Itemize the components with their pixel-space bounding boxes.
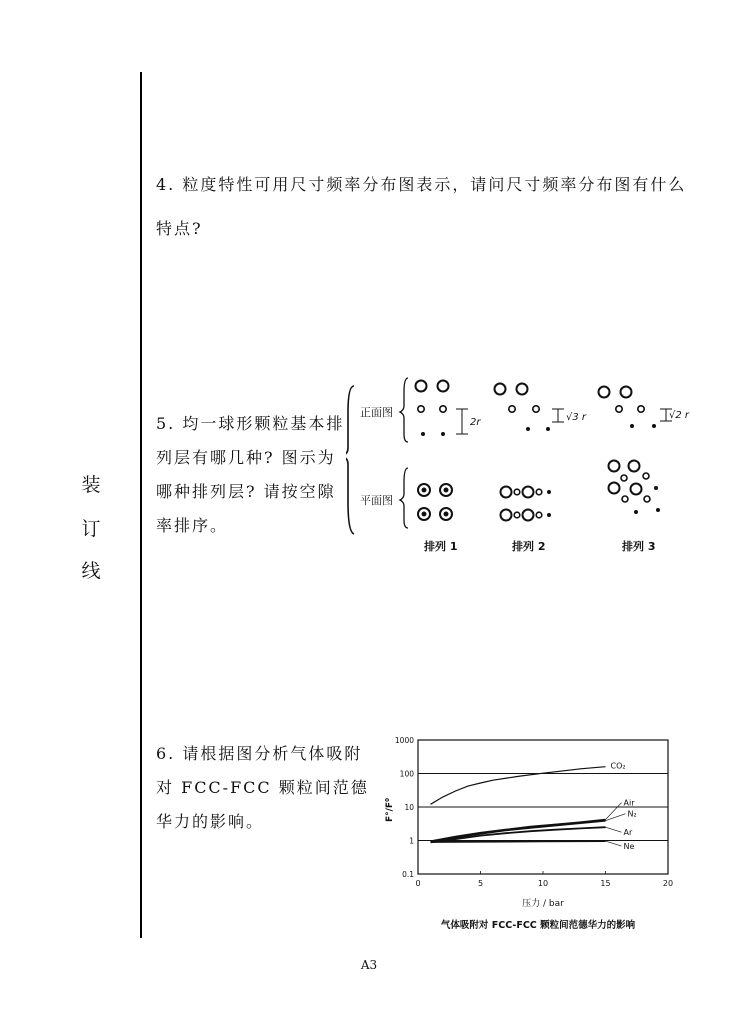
series-line bbox=[431, 767, 606, 805]
binding-char-2: 订 bbox=[81, 518, 101, 540]
x-axis-label: 压力 / bar bbox=[522, 899, 564, 909]
series-label: Air bbox=[623, 798, 635, 808]
y-tick-label: 1000 bbox=[394, 736, 414, 745]
adsorption-chart bbox=[380, 732, 680, 938]
x-tick-label: 20 bbox=[662, 879, 674, 888]
series-line bbox=[431, 841, 606, 842]
spacing-label-2: √3 r bbox=[566, 412, 587, 423]
series-label: N₂ bbox=[627, 809, 637, 819]
y-tick-label: 1 bbox=[409, 836, 414, 846]
series-leader bbox=[606, 841, 622, 846]
binding-line bbox=[140, 72, 142, 938]
series-leader bbox=[606, 827, 622, 832]
x-tick-label: 10 bbox=[537, 879, 549, 888]
binding-char-3: 线 bbox=[81, 560, 101, 582]
y-tick-label: 10 bbox=[404, 803, 414, 812]
plan-brace bbox=[400, 468, 408, 528]
arrangement-2-front bbox=[495, 384, 587, 432]
y-tick-label: 0.1 bbox=[402, 870, 414, 879]
series-leader bbox=[606, 814, 626, 821]
arrangement-2-plan bbox=[501, 487, 552, 521]
arrangement-2-label: 排列 2 bbox=[512, 540, 546, 553]
outer-brace bbox=[346, 386, 354, 534]
x-tick-label: 15 bbox=[600, 879, 611, 888]
arrangement-1-label: 排列 1 bbox=[424, 540, 458, 553]
spacing-label-1: 2r bbox=[470, 417, 481, 428]
question-4: 4. 粒度特性可用尺寸频率分布图表示，请问尺寸频率分布图有什么特点? bbox=[156, 175, 687, 238]
binding-char-1: 装 bbox=[81, 474, 101, 496]
series-label: Ar bbox=[623, 828, 633, 838]
arrangement-3-label: 排列 3 bbox=[622, 540, 656, 553]
front-brace bbox=[400, 378, 408, 442]
page-number: A3 bbox=[360, 958, 378, 972]
packing-figure bbox=[346, 372, 696, 562]
x-tick-label: 5 bbox=[477, 879, 484, 888]
series-leader bbox=[606, 803, 622, 820]
x-tick-label: 0 bbox=[415, 879, 421, 888]
spacing-label-3: √2 r bbox=[669, 410, 690, 421]
arrangement-3-front bbox=[599, 387, 690, 429]
arrangement-3-plan bbox=[609, 461, 661, 515]
y-tick-label: 100 bbox=[399, 769, 414, 779]
front-view-label: 正面图 bbox=[360, 406, 393, 419]
chart-caption: 气体吸附对 FCC-FCC 颗粒间范德华力的影响 bbox=[440, 920, 636, 931]
question-5: 5. 均一球形颗粒基本排列层有哪几种? 图示为哪种排列层? 请按空隙率排序。 bbox=[156, 414, 345, 535]
series-label: Ne bbox=[623, 842, 635, 852]
y-axis-label: F°/F⁰ bbox=[385, 797, 395, 823]
arrangement-1-front bbox=[416, 381, 482, 437]
plan-view-label: 平面图 bbox=[360, 494, 393, 507]
question-6: 6. 请根据图分析气体吸附对 FCC-FCC 颗粒间范德华力的影响。 bbox=[156, 744, 369, 831]
series-label: CO₂ bbox=[610, 761, 626, 771]
arrangement-1-plan bbox=[418, 484, 452, 520]
